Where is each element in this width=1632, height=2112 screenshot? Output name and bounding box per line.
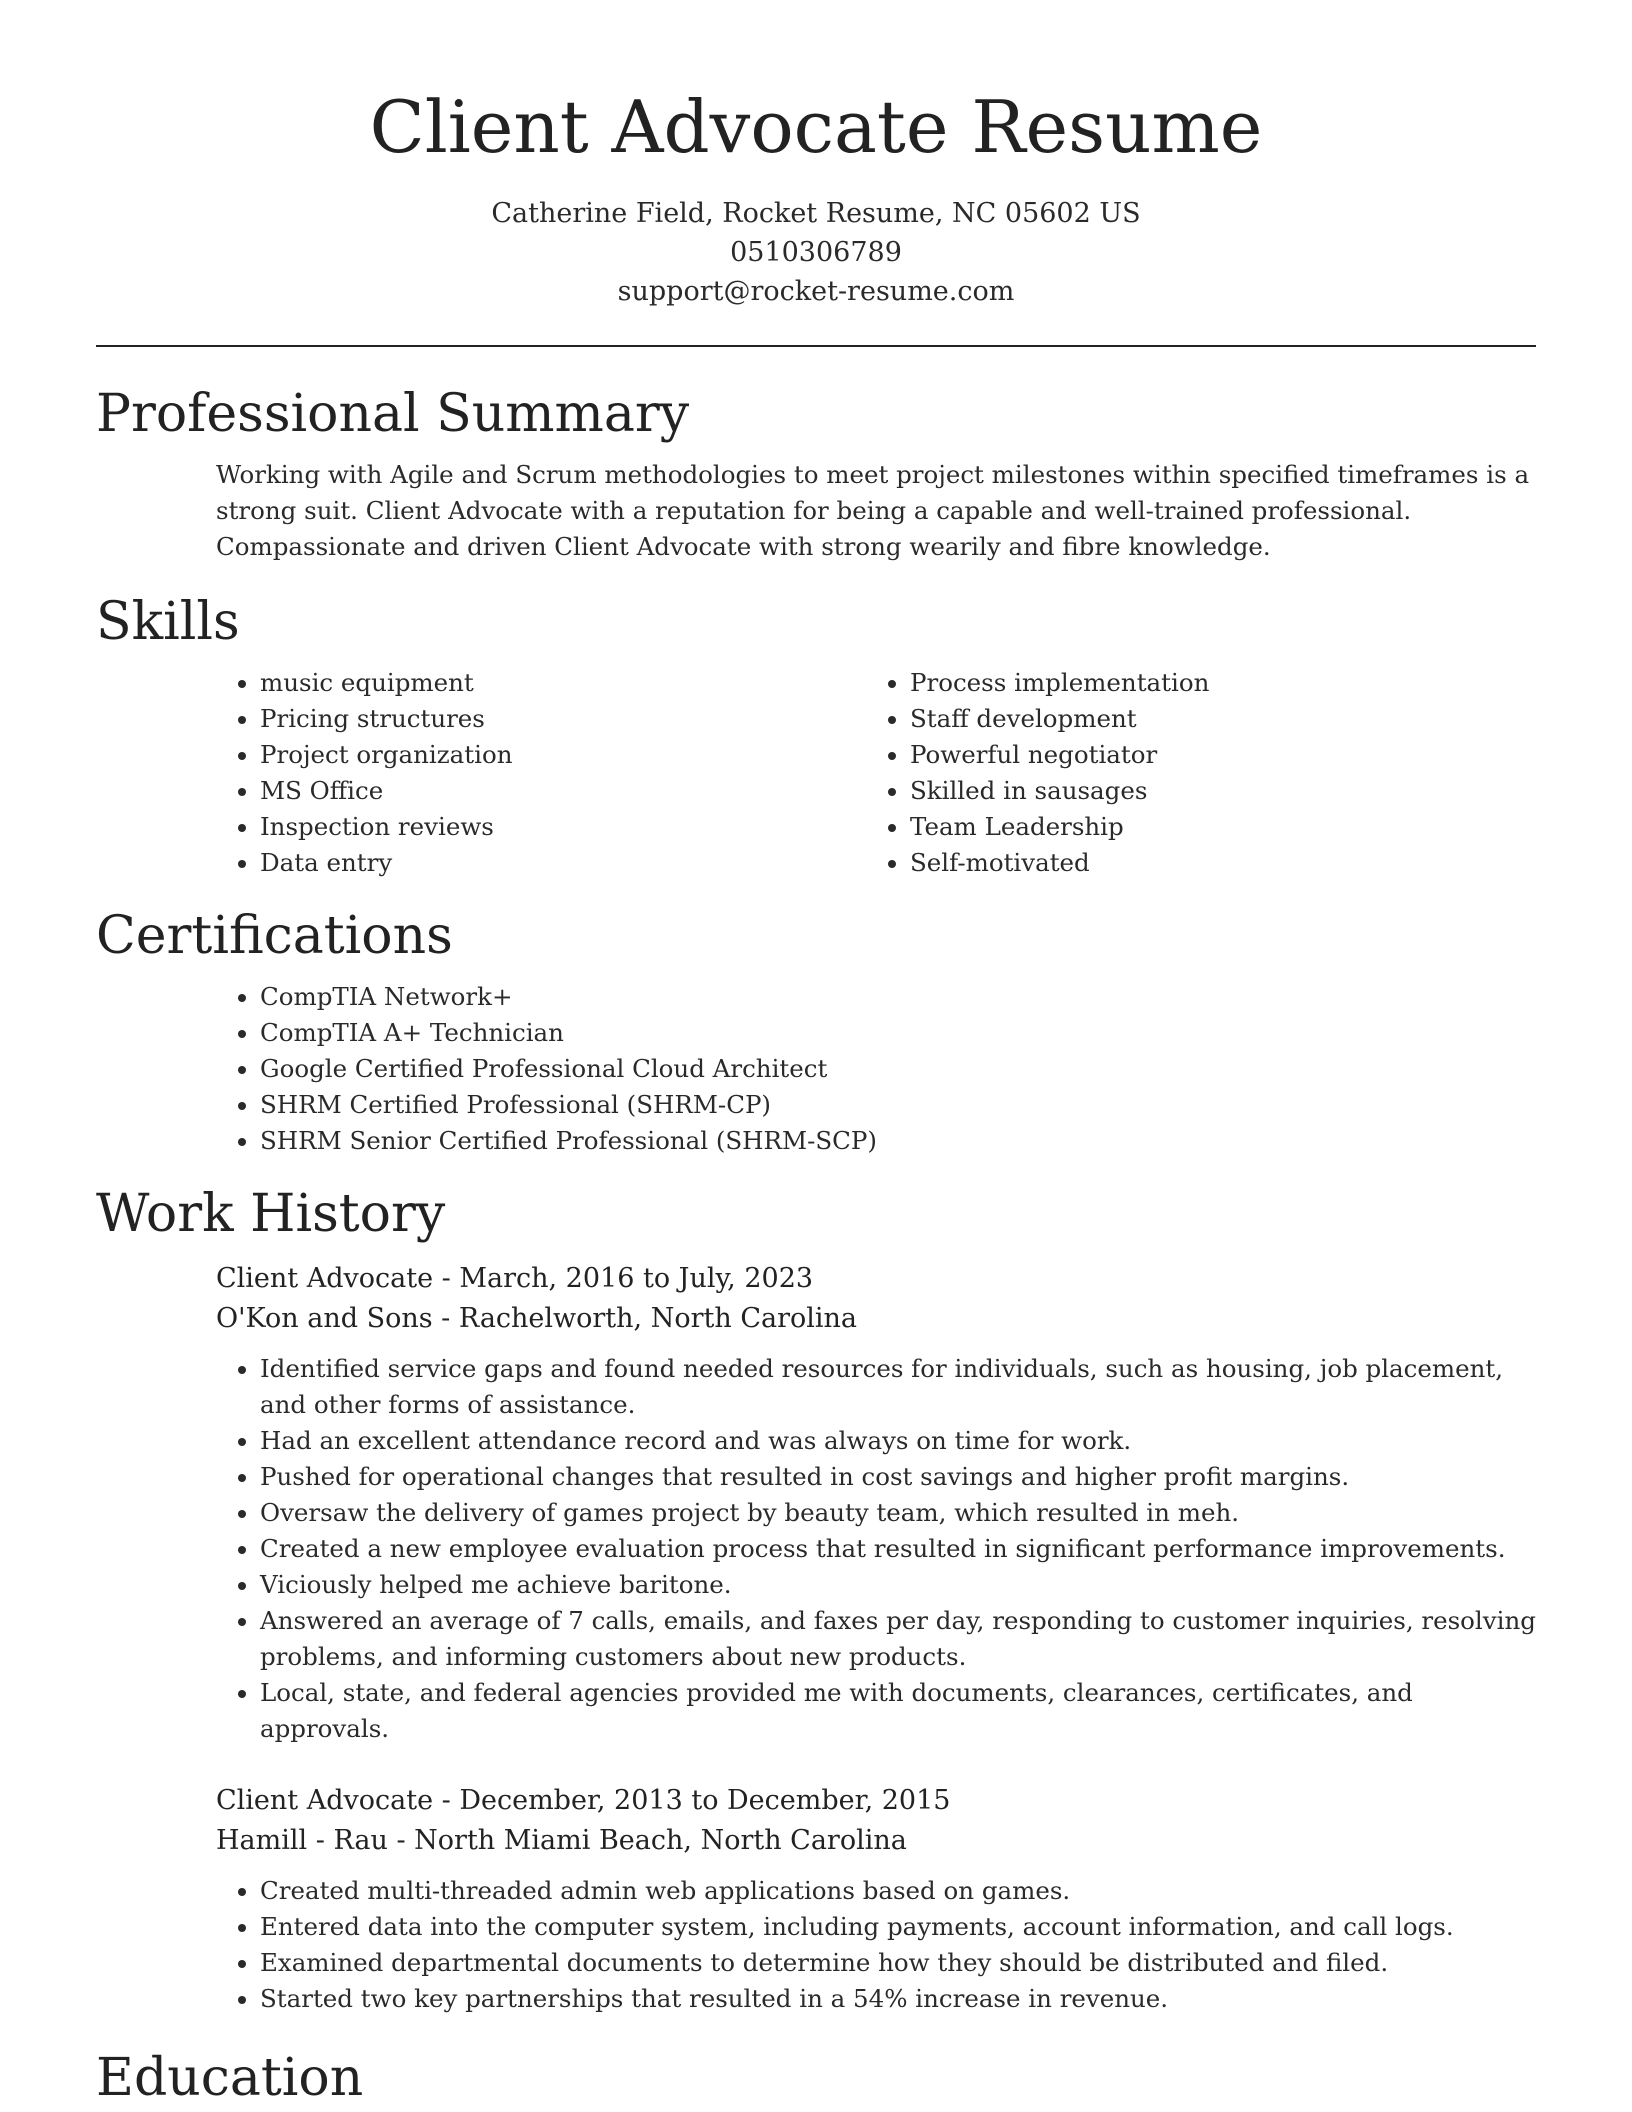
job-company-line: O'Kon and Sons - Rachelworth, North Carolina bbox=[216, 1303, 857, 1334]
job-company-line: Hamill - Rau - North Miami Beach, North Carolina bbox=[216, 1825, 907, 1856]
header-divider bbox=[96, 345, 1536, 347]
certification-item: • CompTIA A+ Technician bbox=[260, 1015, 1536, 1051]
certification-item: • SHRM Certified Professional (SHRM-CP) bbox=[260, 1087, 1536, 1123]
job-bullet: • Viciously helped me achieve baritone. bbox=[260, 1567, 1536, 1603]
job-bullet: • Oversaw the delivery of games project by beauty team, which resulted in meh. bbox=[260, 1495, 1536, 1531]
resume-page bbox=[96, 0, 1536, 2109]
job-bullet: • Local, state, and federal agencies provided me with documents, clearances, certificates, and approvals. bbox=[260, 1675, 1536, 1747]
certifications-section bbox=[96, 905, 1536, 1159]
job-title-line: Client Advocate - March, 2016 to July, 2023 bbox=[216, 1263, 814, 1294]
job-title-line: Client Advocate - December, 2013 to December, 2015 bbox=[216, 1785, 951, 1816]
skills-section bbox=[96, 591, 1536, 881]
professional-summary-heading: Professional Summary bbox=[96, 384, 690, 444]
skill-item: • Skilled in sausages bbox=[910, 773, 1516, 809]
skill-item: • Team Leadership bbox=[910, 809, 1516, 845]
job-entry bbox=[216, 1259, 1536, 1747]
contact-block bbox=[96, 194, 1536, 311]
skill-item: • Process implementation bbox=[910, 665, 1516, 701]
resume-title: Client Advocate Resume bbox=[369, 85, 1263, 169]
skill-item: • Powerful negotiator bbox=[910, 737, 1516, 773]
skill-item: • Pricing structures bbox=[260, 701, 866, 737]
skill-item: • Data entry bbox=[260, 845, 866, 881]
certification-item: • SHRM Senior Certified Professional (SHRM-SCP) bbox=[260, 1123, 1536, 1159]
skill-item: • Staff development bbox=[910, 701, 1516, 737]
skill-item: • music equipment bbox=[260, 665, 866, 701]
contact-address: Catherine Field, Rocket Resume, NC 05602 US bbox=[491, 198, 1141, 229]
skill-item: • Self-motivated bbox=[910, 845, 1516, 881]
certification-item: • Google Certified Professional Cloud Architect bbox=[260, 1051, 1536, 1087]
job-entry bbox=[216, 1781, 1536, 2017]
work-history-section bbox=[96, 1183, 1536, 2017]
job-bullet: • Had an excellent attendance record and was always on time for work. bbox=[260, 1423, 1536, 1459]
job-bullet: • Identified service gaps and found needed resources for individuals, such as housing, job placement, and other forms of assistance. bbox=[260, 1351, 1536, 1423]
skills-grid bbox=[216, 665, 1536, 881]
skills-list-left bbox=[216, 665, 866, 881]
certifications-heading: Certifications bbox=[96, 906, 453, 966]
job-bullet-list bbox=[216, 1351, 1536, 1747]
education-section bbox=[96, 2047, 1536, 2109]
contact-phone: 0510306789 bbox=[730, 237, 902, 268]
certification-item: • CompTIA Network+ bbox=[260, 979, 1536, 1015]
job-bullet: • Examined departmental documents to determine how they should be distributed and filed. bbox=[260, 1945, 1536, 1981]
job-bullet: • Started two key partnerships that resulted in a 54% increase in revenue. bbox=[260, 1981, 1536, 2017]
skills-list-right bbox=[866, 665, 1516, 881]
job-bullet-list bbox=[216, 1873, 1536, 2017]
professional-summary-section bbox=[96, 383, 1536, 565]
job-bullet: • Pushed for operational changes that resulted in cost savings and higher profit margins. bbox=[260, 1459, 1536, 1495]
certifications-list bbox=[216, 979, 1536, 1159]
skill-item: • Inspection reviews bbox=[260, 809, 866, 845]
skills-heading: Skills bbox=[96, 592, 240, 652]
job-bullet: • Created a new employee evaluation process that resulted in significant performance improvements. bbox=[260, 1531, 1536, 1567]
job-bullet: • Answered an average of 7 calls, emails, and faxes per day, responding to customer inquiries, resolving problems, and informing customers about new products. bbox=[260, 1603, 1536, 1675]
skill-item: • Project organization bbox=[260, 737, 866, 773]
contact-email: support@rocket-resume.com bbox=[617, 276, 1015, 307]
job-bullet: • Entered data into the computer system, including payments, account information, and call logs. bbox=[260, 1909, 1536, 1945]
professional-summary-text: Working with Agile and Scrum methodologies to meet project milestones within specified timeframes is a strong suit. Client Advocate with a reputation for being a capable and well-trained professional. Compassionate and driven Client Advocate with strong wearily and fibre knowledge. bbox=[216, 460, 1530, 561]
education-heading: Education bbox=[96, 2048, 364, 2108]
work-history-heading: Work History bbox=[96, 1184, 446, 1244]
skill-item: • MS Office bbox=[260, 773, 866, 809]
job-bullet: • Created multi-threaded admin web applications based on games. bbox=[260, 1873, 1536, 1909]
